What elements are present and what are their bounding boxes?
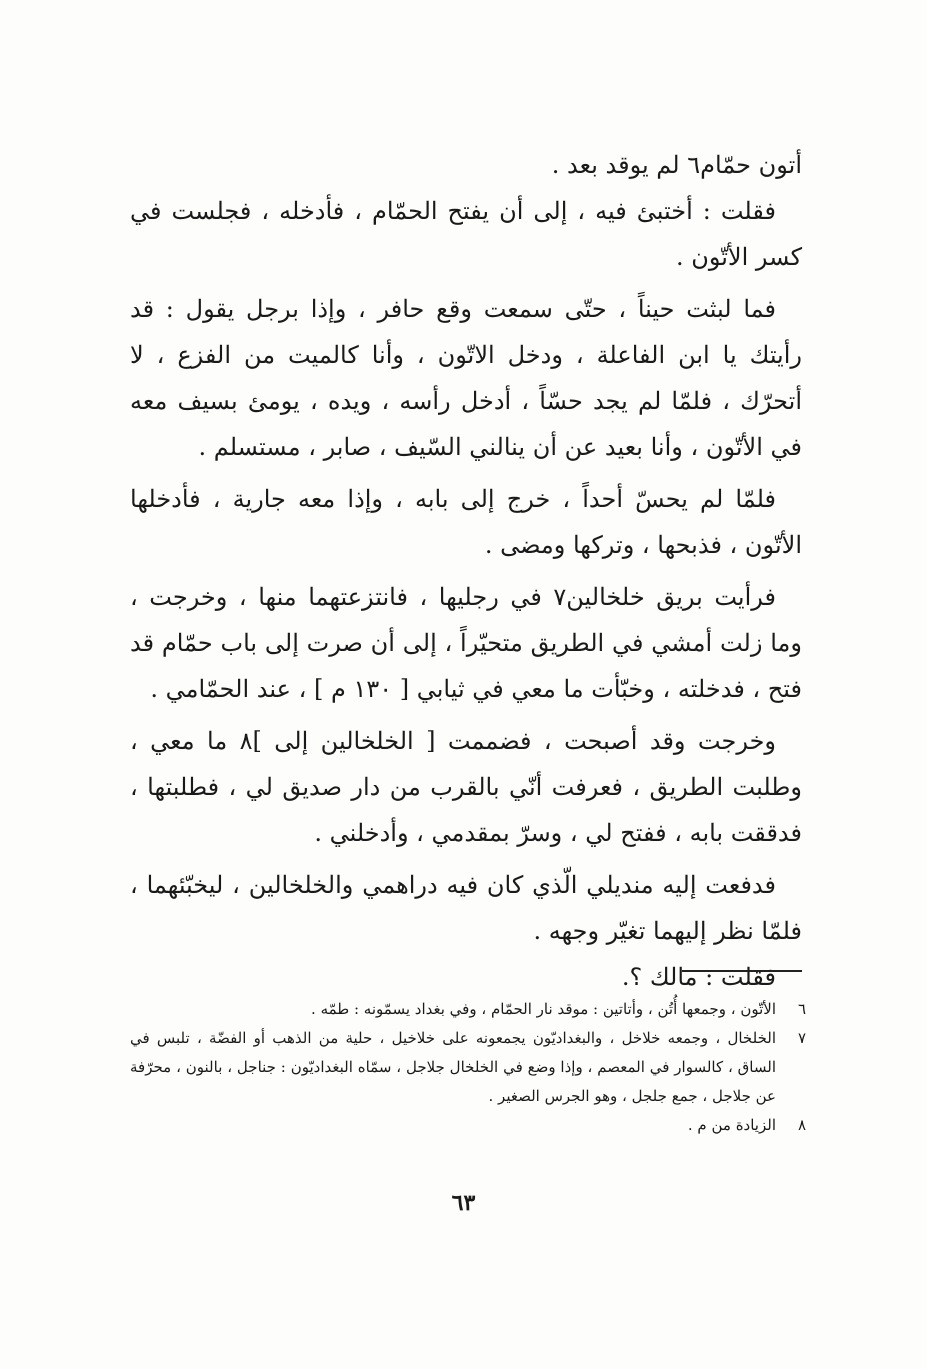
paragraph: أتون حمّام٦ لم يوقد بعد .: [551, 151, 802, 179]
footnotes: [130, 995, 806, 1140]
paragraph: فقلت : أختبئ فيه ، إلى أن يفتح الحمّام ، فأدخله ، فجلست في كسر الأتّون .: [130, 197, 802, 271]
paragraph: وخرجت وقد أصبحت ، فضممت [ الخلخالين إلى ]٨ ما معي ، وطلبت الطريق ، فعرفت أنّي بالقرب من دار صديق لي ، فطلبتها ، فدققت بابه ، ففتح لي ، وسرّ بمقدمي ، وأدخلني .: [130, 727, 802, 847]
footnote: [130, 1111, 806, 1140]
paragraph: فلمّا لم يحسّ أحداً ، خرج إلى بابه ، وإذا معه جارية ، فأدخلها الأتّون ، فذبحها ، وتركها ومضى .: [130, 485, 802, 559]
footnote-number: ٨: [797, 1116, 806, 1134]
footnote-text: الخلخال ، وجمعه خلاخل ، والبغداديّون يجمعونه على خلاخيل ، حلية من الذهب أو الفضّة ، تلبس في الساق ، كالسوار في المعصم ، وإذا وضع في الخلخال جلاجل ، سمّاه البغداديّون : جناجل ، بالنون ، محرّفة عن جلاجل ، جمع جلجل ، وهو الجرس الصغير .: [130, 1029, 776, 1105]
footnote-number: ٧: [797, 1029, 806, 1047]
page-number: ٦٣: [451, 1190, 476, 1216]
footnote: [130, 1024, 806, 1111]
paragraph: فدفعت إليه منديلي الّذي كان فيه دراهمي والخلخالين ، ليخبّئهما ، فلمّا نظر إليهما تغيّر وجهه .: [130, 871, 802, 945]
footnote-text: الأتّون ، وجمعها أُتُن ، وأتاتين : موقد نار الحمّام ، وفي بغداد يسمّونه : طمّه .: [311, 1000, 776, 1018]
main-text: [130, 142, 802, 1000]
paragraph: فما لبثت حيناً ، حتّى سمعت وقع حافر ، وإذا برجل يقول : قد رأيتك يا ابن الفاعلة ، ودخل الاتّون ، وأنا كالميت من الفزع ، لا أتحرّك ، فلمّا لم يجد حسّاً ، أدخل رأسه ، ويده ، يومئ بسيف معه في الأتّون ، وأنا بعيد عن أن ينالني السّيف ، صابر ، مستسلم .: [130, 295, 802, 461]
paragraph: فقلت : مالك ؟.: [621, 963, 776, 991]
paragraph: فرأيت بريق خلخالين٧ في رجليها ، فانتزعتهما منها ، وخرجت ، وما زلت أمشي في الطريق متحيّراً ، إلى أن صرت إلى باب حمّام قد فتح ، فدخلته ، وخبّأت ما معي في ثيابي [ ١٣٠ م ] ، عند الحمّامي .: [130, 583, 802, 703]
footnote: [130, 995, 806, 1024]
footnote-number: ٦: [797, 1000, 806, 1018]
footnote-text: الزيادة من م .: [687, 1116, 776, 1134]
footnote-separator: [682, 970, 802, 972]
